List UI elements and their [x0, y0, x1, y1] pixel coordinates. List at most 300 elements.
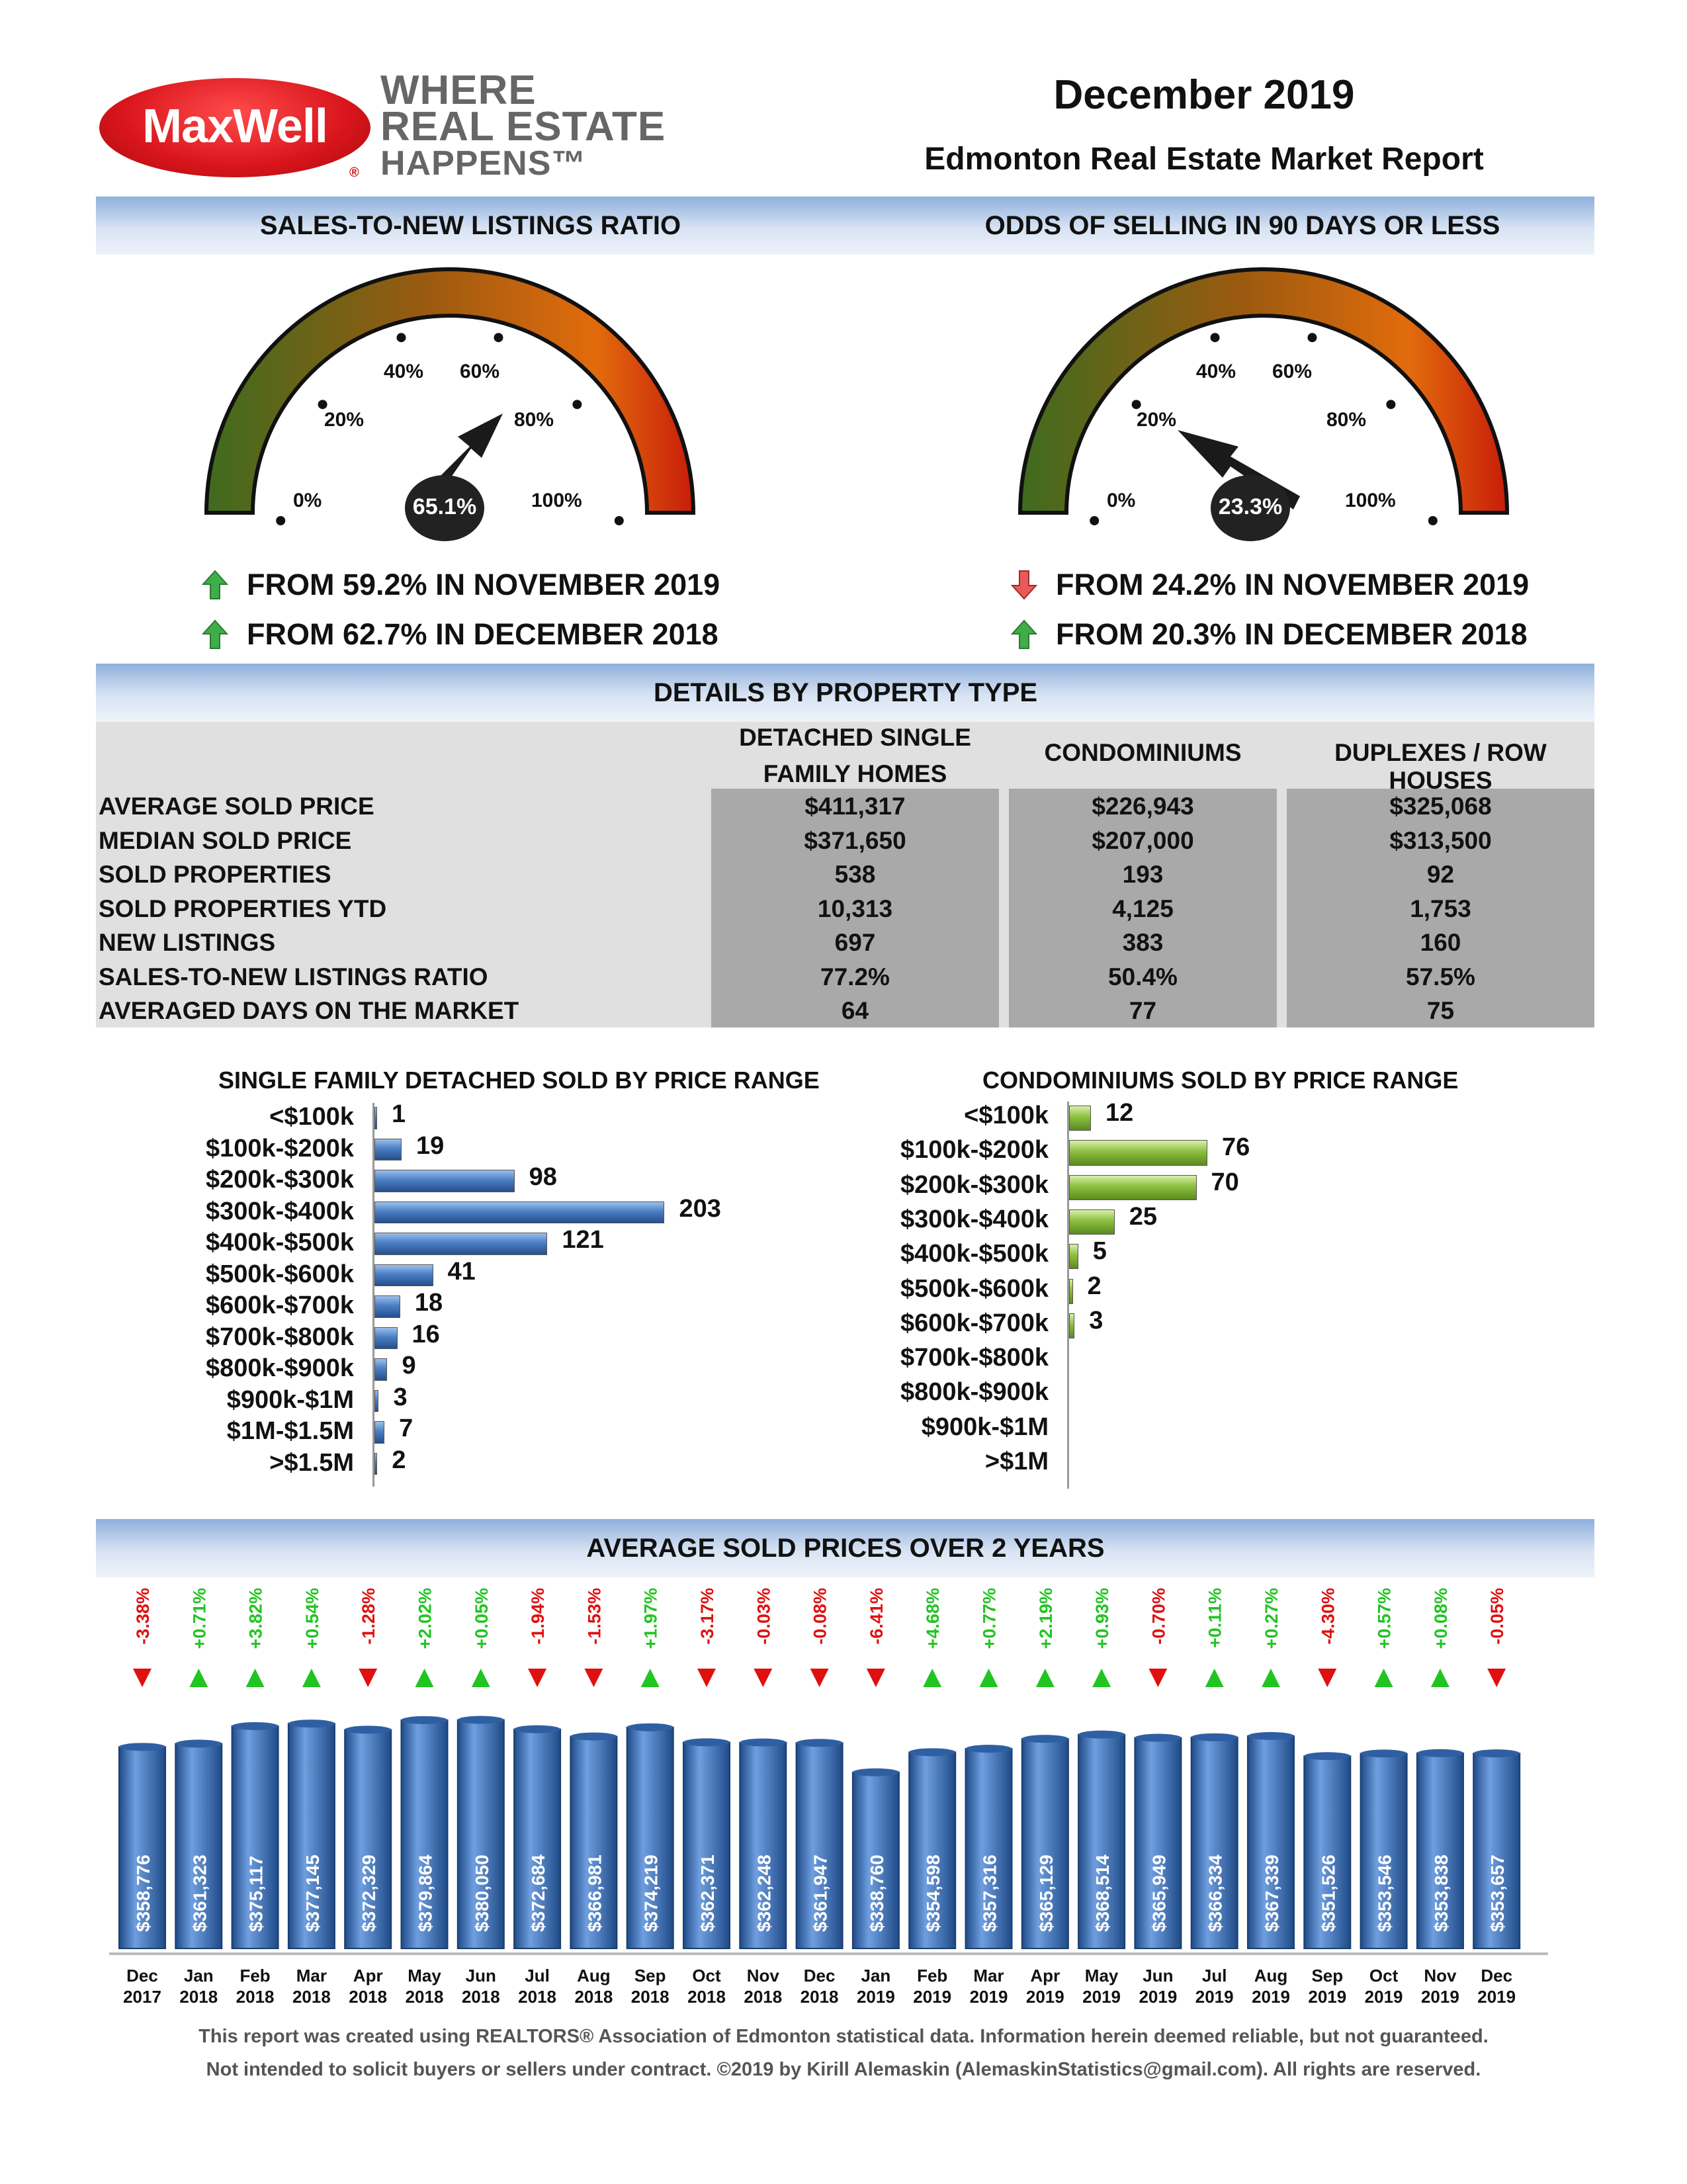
month-label: Oct [692, 1966, 721, 1986]
avg-price-change-label: +3.82% [245, 1588, 266, 1649]
gauge-2-change-month [1011, 568, 1529, 602]
bar-value-label: 2 [1087, 1272, 1102, 1300]
year-label: 2019 [1025, 1987, 1064, 2007]
gauge-tick-dot [615, 516, 624, 525]
bar-value-label: 16 [411, 1320, 440, 1348]
details-col-detached-header-line1: DETACHED SINGLE [739, 724, 971, 751]
details-row-label: AVERAGED DAYS ON THE MARKET [99, 997, 519, 1024]
gauge-1-change-year [202, 617, 718, 652]
bar [1069, 1209, 1115, 1235]
avg-price-change-label: -3.38% [133, 1588, 153, 1645]
arrow-up-icon [202, 619, 228, 650]
month-label: Feb [917, 1966, 948, 1986]
avg-price-change-label: +0.54% [302, 1588, 322, 1649]
month-label: May [1084, 1966, 1119, 1986]
bar-category-label: $500k-$600k [206, 1260, 354, 1288]
details-cell: 10,313 [817, 895, 893, 922]
details-col-detached-header-line2: FAMILY HOMES [763, 760, 947, 787]
gauge-1-tick-40: 40% [384, 361, 424, 382]
avg-price-change-label: +0.93% [1092, 1588, 1113, 1649]
bar-category-label: $900k-$1M [921, 1413, 1049, 1441]
avg-price-value-label: $379,864 [415, 1855, 436, 1932]
tagline-where: WHERE [380, 67, 537, 113]
details-cell: $371,650 [804, 826, 906, 854]
gauge-tick-dot [1090, 516, 1099, 525]
avg-price-value-label: $358,776 [133, 1855, 153, 1932]
month-label: Aug [1254, 1966, 1288, 1986]
gauge-1-title: SALES-TO-NEW LISTINGS RATIO [259, 210, 681, 240]
avg-price-change-label: -1.94% [528, 1588, 548, 1645]
gauge-1-change-month-text: FROM 59.2% IN NOVEMBER 2019 [247, 568, 720, 601]
avg-price-bar-cap [627, 1724, 673, 1731]
avg-price-bar-cap [1417, 1749, 1463, 1757]
triangle-down-icon [867, 1669, 885, 1687]
triangle-up-icon [302, 1669, 321, 1687]
avg-price-value-label: $351,526 [1318, 1855, 1339, 1932]
avg-price-bar-cap [1191, 1733, 1238, 1741]
tagline-real-estate: REAL ESTATE [380, 104, 666, 150]
gauge-1-change-month [202, 568, 720, 602]
avg-price-value-label: $365,129 [1035, 1855, 1057, 1932]
triangle-up-icon [1036, 1669, 1055, 1687]
bar [374, 1233, 547, 1255]
gauge-2-tick-60: 60% [1272, 361, 1313, 382]
triangle-down-icon [584, 1669, 603, 1687]
gauge-2-tick-40: 40% [1196, 361, 1236, 382]
avg-price-bar-cap [966, 1745, 1012, 1753]
avg-price-value-label: $380,050 [471, 1855, 492, 1932]
gauge-2-change-year [1011, 617, 1528, 652]
bar-category-label: $100k-$200k [206, 1134, 354, 1162]
avg-price-value-label: $367,339 [1262, 1855, 1282, 1932]
gauge-1-tick-80: 80% [514, 409, 554, 431]
year-label: 2018 [518, 1987, 557, 2007]
gauge-tick-dot [1211, 333, 1220, 342]
month-label: Sep [634, 1966, 666, 1986]
avg-price-bar-cap [909, 1748, 955, 1756]
details-cell: 57.5% [1406, 963, 1475, 990]
bar-value-label: 76 [1222, 1133, 1250, 1162]
month-label: Jul [1201, 1966, 1227, 1986]
avg-price-change-label: -4.30% [1318, 1588, 1338, 1645]
triangle-down-icon [133, 1669, 151, 1687]
gauge-2-tick-100: 100% [1345, 490, 1396, 511]
bar-value-label: 7 [399, 1415, 413, 1442]
avg-price-value-label: $357,316 [979, 1855, 1000, 1932]
avg-price-bar-cap [175, 1739, 222, 1747]
bar-value-label: 70 [1211, 1168, 1239, 1196]
bar [1069, 1106, 1091, 1131]
year-label: 2018 [236, 1987, 275, 2007]
details-cell: $207,000 [1092, 826, 1194, 854]
details-col-condo-header: CONDOMINIUMS [1044, 739, 1242, 766]
bar [374, 1390, 378, 1413]
bar-category-label: $400k-$500k [900, 1240, 1049, 1268]
bar [374, 1264, 433, 1287]
bar-value-label: 9 [402, 1352, 416, 1379]
avg-price-bar-cap [1078, 1731, 1125, 1739]
bar-category-label: $600k-$700k [206, 1291, 354, 1319]
triangle-down-icon [528, 1669, 546, 1687]
avg-price-change-label: +0.08% [1430, 1588, 1451, 1649]
details-section-header [96, 664, 1594, 722]
tagline-happens: HAPPENS™ [380, 144, 587, 183]
details-cell: 4,125 [1112, 895, 1174, 922]
arrow-up-icon [1011, 619, 1037, 650]
avg-price-value-label: $362,371 [697, 1855, 718, 1932]
year-label: 2019 [913, 1987, 952, 2007]
gauge-2-tick-20: 20% [1137, 409, 1177, 431]
year-label: 2019 [1252, 1987, 1290, 2007]
bar-value-label: 41 [447, 1257, 476, 1286]
gauge-tick-dot [1428, 516, 1438, 525]
gauge-1-change-year-text: FROM 62.7% IN DECEMBER 2018 [247, 617, 718, 651]
avg-price-change-label: +0.77% [979, 1588, 1000, 1649]
details-cell: 50.4% [1108, 963, 1178, 990]
details-row [96, 789, 1594, 823]
bar [374, 1295, 400, 1318]
gauge-2-tick-80: 80% [1326, 409, 1367, 431]
bar-category-label: $700k-$800k [206, 1323, 354, 1351]
bar [374, 1201, 664, 1224]
avg-price-value-label: $368,514 [1092, 1855, 1113, 1932]
gauge-1-tick-0: 0% [293, 490, 322, 511]
bar-category-label: $300k-$400k [206, 1197, 354, 1225]
details-cell: 160 [1420, 929, 1461, 956]
avg-price-value-label: $372,684 [528, 1855, 549, 1932]
gauge-section-header [96, 197, 1594, 255]
details-cell: 75 [1426, 997, 1455, 1024]
bar-category-label: $900k-$1M [226, 1385, 354, 1414]
triangle-up-icon [472, 1669, 490, 1687]
avg-price-value-label: $338,760 [866, 1855, 887, 1932]
bar-category-label: $800k-$900k [900, 1378, 1049, 1407]
avg-price-value-label: $362,248 [754, 1855, 775, 1932]
bar-value-label: 1 [392, 1100, 406, 1128]
month-label: Jan [861, 1966, 891, 1986]
avg-price-change-label: +0.57% [1374, 1588, 1395, 1649]
triangle-up-icon [923, 1669, 941, 1687]
avg-price-change-label: -1.53% [584, 1588, 605, 1645]
avg-price-bar-cap [232, 1722, 279, 1730]
arrow-down-icon [1011, 570, 1037, 600]
year-label: 2019 [1308, 1987, 1347, 2007]
arrow-up-icon [202, 570, 228, 600]
details-cell: 64 [841, 997, 869, 1024]
avg-price-bar-cap [119, 1743, 165, 1751]
month-label: Nov [746, 1966, 779, 1986]
triangle-down-icon [359, 1669, 377, 1687]
bar-value-label: 12 [1105, 1099, 1134, 1127]
gauge-tick-dot [1386, 400, 1395, 409]
avg-price-value-label: $361,323 [189, 1855, 210, 1932]
bar-value-label: 19 [416, 1131, 445, 1160]
gauge-2-title: ODDS OF SELLING IN 90 DAYS OR LESS [984, 210, 1500, 240]
avg-price-bar-cap [797, 1739, 843, 1747]
avg-price-bar-cap [1304, 1752, 1350, 1760]
triangle-down-icon [697, 1669, 716, 1687]
month-label: Feb [239, 1966, 271, 1986]
bar [1069, 1313, 1074, 1338]
triangle-up-icon [980, 1669, 998, 1687]
details-row-label: NEW LISTINGS [99, 929, 276, 956]
triangle-up-icon [1205, 1669, 1224, 1687]
details-cell: $313,500 [1389, 826, 1492, 854]
year-label: 2018 [349, 1987, 388, 2007]
avg-price-change-label: +2.19% [1035, 1588, 1056, 1649]
avg-price-change-label: -0.08% [810, 1588, 830, 1645]
details-cell: 538 [834, 861, 876, 888]
gauge-2-value: 23.3% [1218, 494, 1283, 519]
gauge-2-tick-0: 0% [1107, 490, 1136, 511]
avg-price-change-label: -0.70% [1148, 1588, 1169, 1645]
bar-category-label: $700k-$800k [900, 1344, 1049, 1372]
month-label: Dec [126, 1966, 158, 1986]
year-label: 2019 [1477, 1987, 1516, 2007]
avg-price-chart [96, 1581, 1594, 2011]
avg-price-change-label: +4.68% [923, 1588, 943, 1649]
avg-price-bar-cap [345, 1725, 391, 1733]
details-cell: $411,317 [804, 793, 906, 820]
bar-category-label: $500k-$600k [900, 1274, 1049, 1303]
avg-price-bar-cap [402, 1716, 448, 1724]
avg-price-change-label: +1.97% [640, 1588, 661, 1649]
year-label: 2018 [630, 1987, 670, 2007]
bar-category-label: $600k-$700k [900, 1309, 1049, 1337]
triangle-down-icon [754, 1669, 772, 1687]
details-cell: 77.2% [820, 963, 890, 990]
gauge-tick-dot [494, 333, 503, 342]
bar [1069, 1140, 1207, 1165]
details-title: DETAILS BY PROPERTY TYPE [653, 677, 1038, 707]
gauge-1-tick-20: 20% [324, 409, 365, 431]
bar [374, 1107, 377, 1129]
avg-price-change-label: +2.02% [415, 1588, 435, 1649]
year-label: 2018 [405, 1987, 444, 2007]
gauge-tick-dot [276, 516, 285, 525]
month-label: Nov [1424, 1966, 1457, 1986]
month-label: Aug [577, 1966, 611, 1986]
year-label: 2019 [1082, 1987, 1121, 2007]
bar-value-label: 3 [393, 1383, 408, 1411]
details-cell: 92 [1426, 861, 1455, 888]
avg-price-bar-cap [740, 1739, 786, 1747]
bar-category-label: $1M-$1.5M [226, 1417, 354, 1445]
avg-price-bar-cap [853, 1769, 899, 1776]
footer-disclaimer: This report was created using REALTORS® Association of Edmonton statistical data. Information herein deemed reliable, but not guaranteed. [198, 2026, 1489, 2047]
details-row-label: SOLD PROPERTIES [99, 861, 331, 888]
gauge-1-tick-100: 100% [531, 490, 582, 511]
details-row [96, 891, 1594, 926]
gauge-tick-dot [1132, 400, 1141, 409]
report-title: Edmonton Real Estate Market Report [924, 142, 1484, 177]
year-label: 2019 [969, 1987, 1008, 2007]
bar-category-label: $800k-$900k [206, 1354, 354, 1382]
details-cell: $226,943 [1092, 793, 1194, 820]
details-row [96, 925, 1594, 959]
avg-price-change-label: -0.03% [754, 1588, 774, 1645]
bar [1069, 1279, 1073, 1304]
bar-category-label: <$100k [964, 1102, 1049, 1129]
bar-category-label: $300k-$400k [900, 1205, 1049, 1233]
month-label: Jun [1143, 1966, 1174, 1986]
gauge-1-value: 65.1% [412, 494, 477, 519]
year-label: 2017 [123, 1987, 161, 2007]
avg-price-bar-cap [458, 1716, 504, 1724]
avg-price-bar-cap [1022, 1735, 1068, 1743]
details-row [96, 857, 1594, 891]
avg-price-change-label: +0.71% [189, 1588, 210, 1649]
month-label: Mar [296, 1966, 327, 1986]
avg-price-change-label: -0.05% [1487, 1588, 1508, 1645]
avg-price-bar-cap [1135, 1734, 1181, 1742]
avg-price-change-label: -1.28% [359, 1588, 379, 1645]
triangle-up-icon [1375, 1669, 1393, 1687]
avg-price-value-label: $354,598 [923, 1855, 944, 1932]
bar-category-label: $200k-$300k [900, 1170, 1049, 1199]
bar-category-label: <$100k [269, 1103, 354, 1131]
year-label: 2018 [179, 1987, 218, 2007]
details-cell: 697 [834, 929, 876, 956]
avg-price-change-label: +0.11% [1205, 1588, 1225, 1648]
details-row [96, 959, 1594, 994]
bar [374, 1358, 387, 1381]
avg-price-chart-title: AVERAGE SOLD PRICES OVER 2 YEARS [586, 1533, 1105, 1563]
avg-price-bar-cap [683, 1738, 730, 1746]
bar [1069, 1175, 1197, 1200]
bar [374, 1421, 384, 1444]
condo-price-chart-title: CONDOMINIUMS SOLD BY PRICE RANGE [982, 1067, 1459, 1094]
bar-value-label: 5 [1092, 1237, 1107, 1266]
bar-value-label: 203 [679, 1194, 721, 1223]
brand-name: MaxWell [142, 100, 327, 153]
triangle-up-icon [1262, 1669, 1280, 1687]
details-row [96, 823, 1594, 857]
avg-price-bar-cap [514, 1725, 560, 1733]
avg-price-bar-cap [1248, 1732, 1294, 1740]
bar [374, 1170, 515, 1192]
month-label: Jun [465, 1966, 496, 1986]
details-row-label: MEDIAN SOLD PRICE [99, 826, 352, 854]
month-label: Apr [353, 1966, 383, 1986]
gauge-2-change-month-text: FROM 24.2% IN NOVEMBER 2019 [1056, 568, 1530, 601]
avg-price-bar-cap [288, 1720, 335, 1727]
bar-value-label: 25 [1129, 1202, 1158, 1231]
triangle-up-icon [415, 1669, 434, 1687]
year-label: 2018 [800, 1987, 839, 2007]
gauge-2-change-year-text: FROM 20.3% IN DECEMBER 2018 [1056, 617, 1528, 651]
details-col-duplex-header: DUPLEXES / ROW HOUSES [1334, 739, 1547, 794]
details-cell: 1,753 [1410, 895, 1471, 922]
avg-price-value-label: $374,219 [640, 1855, 662, 1932]
year-label: 2019 [856, 1987, 895, 2007]
triangle-down-icon [1318, 1669, 1336, 1687]
details-row-label: SOLD PROPERTIES YTD [99, 895, 387, 922]
month-label: Jul [525, 1966, 550, 1986]
triangle-down-icon [1487, 1669, 1506, 1687]
avg-price-bar-cap [570, 1733, 617, 1741]
avg-price-value-label: $353,657 [1487, 1855, 1508, 1932]
bar-category-label: $200k-$300k [206, 1166, 354, 1194]
triangle-up-icon [1431, 1669, 1449, 1687]
avg-price-change-label: +0.27% [1262, 1588, 1281, 1649]
month-label: Dec [803, 1966, 836, 1986]
details-col-detached-header [711, 719, 999, 792]
detached-price-chart-title: SINGLE FAMILY DETACHED SOLD BY PRICE RANGE [218, 1067, 820, 1094]
year-label: 2019 [1195, 1987, 1234, 2007]
avg-price-value-label: $366,981 [584, 1855, 605, 1932]
avg-price-change-label: -3.17% [697, 1588, 717, 1645]
year-label: 2018 [744, 1987, 783, 2007]
year-label: 2018 [292, 1987, 331, 2007]
bar-category-label: >$1M [984, 1448, 1049, 1475]
report-date: December 2019 [1053, 72, 1355, 118]
registered-mark: ® [349, 165, 359, 180]
month-label: Dec [1481, 1966, 1513, 1986]
avg-price-value-label: $361,947 [810, 1855, 831, 1932]
year-label: 2019 [1364, 1987, 1403, 2007]
year-label: 2018 [687, 1987, 726, 2007]
bar-value-label: 18 [414, 1289, 443, 1317]
avg-price-value-label: $353,838 [1430, 1855, 1451, 1932]
details-row [96, 993, 1594, 1027]
gauge-tick-dot [397, 333, 406, 342]
avg-price-change-label: +0.05% [471, 1588, 492, 1649]
avg-price-value-label: $353,546 [1374, 1855, 1395, 1932]
gauge-tick-dot [318, 400, 327, 409]
year-label: 2019 [1420, 1987, 1459, 2007]
avg-price-value-label: $366,334 [1205, 1855, 1226, 1932]
details-cell: 77 [1129, 997, 1157, 1024]
bar-value-label: 121 [562, 1226, 604, 1254]
year-label: 2018 [461, 1987, 500, 2007]
details-row-label: AVERAGE SOLD PRICE [99, 793, 374, 820]
bar-value-label: 3 [1089, 1306, 1103, 1334]
bar-category-label: $100k-$200k [900, 1136, 1049, 1164]
month-label: May [408, 1966, 441, 1986]
month-label: Jan [183, 1966, 214, 1986]
details-row-label: SALES-TO-NEW LISTINGS RATIO [99, 963, 488, 990]
year-label: 2018 [574, 1987, 613, 2007]
triangle-down-icon [810, 1669, 829, 1687]
avg-price-section-header [96, 1519, 1594, 1577]
gauge-tick-dot [572, 400, 582, 409]
gauge-tick-dot [1307, 333, 1317, 342]
avg-price-value-label: $377,145 [302, 1855, 323, 1932]
month-label: Oct [1369, 1966, 1399, 1986]
triangle-up-icon [246, 1669, 265, 1687]
bar [374, 1139, 402, 1161]
avg-price-value-label: $365,949 [1148, 1855, 1170, 1932]
avg-price-change-label: -6.41% [866, 1588, 887, 1645]
details-cell: 383 [1122, 929, 1164, 956]
bar [374, 1327, 398, 1350]
bar-value-label: 2 [392, 1446, 406, 1474]
bar-category-label: $400k-$500k [206, 1229, 354, 1256]
year-label: 2019 [1139, 1987, 1178, 2007]
triangle-up-icon [1092, 1669, 1111, 1687]
month-label: Apr [1030, 1966, 1060, 1986]
bar [374, 1453, 377, 1475]
footer-copyright: Not intended to solicit buyers or sellers under contract. ©2019 by Kirill Alemaskin (AlemaskinStatistics@gmail.com). All rights are reserved. [206, 2059, 1481, 2080]
bar [1069, 1244, 1078, 1269]
bar-category-label: >$1.5M [269, 1448, 354, 1477]
avg-price-value-label: $372,329 [359, 1855, 380, 1932]
avg-price-bar-cap [1361, 1749, 1407, 1757]
bar-value-label: 98 [529, 1163, 557, 1191]
gauge-1-tick-60: 60% [460, 361, 500, 382]
month-label: Sep [1311, 1966, 1344, 1986]
